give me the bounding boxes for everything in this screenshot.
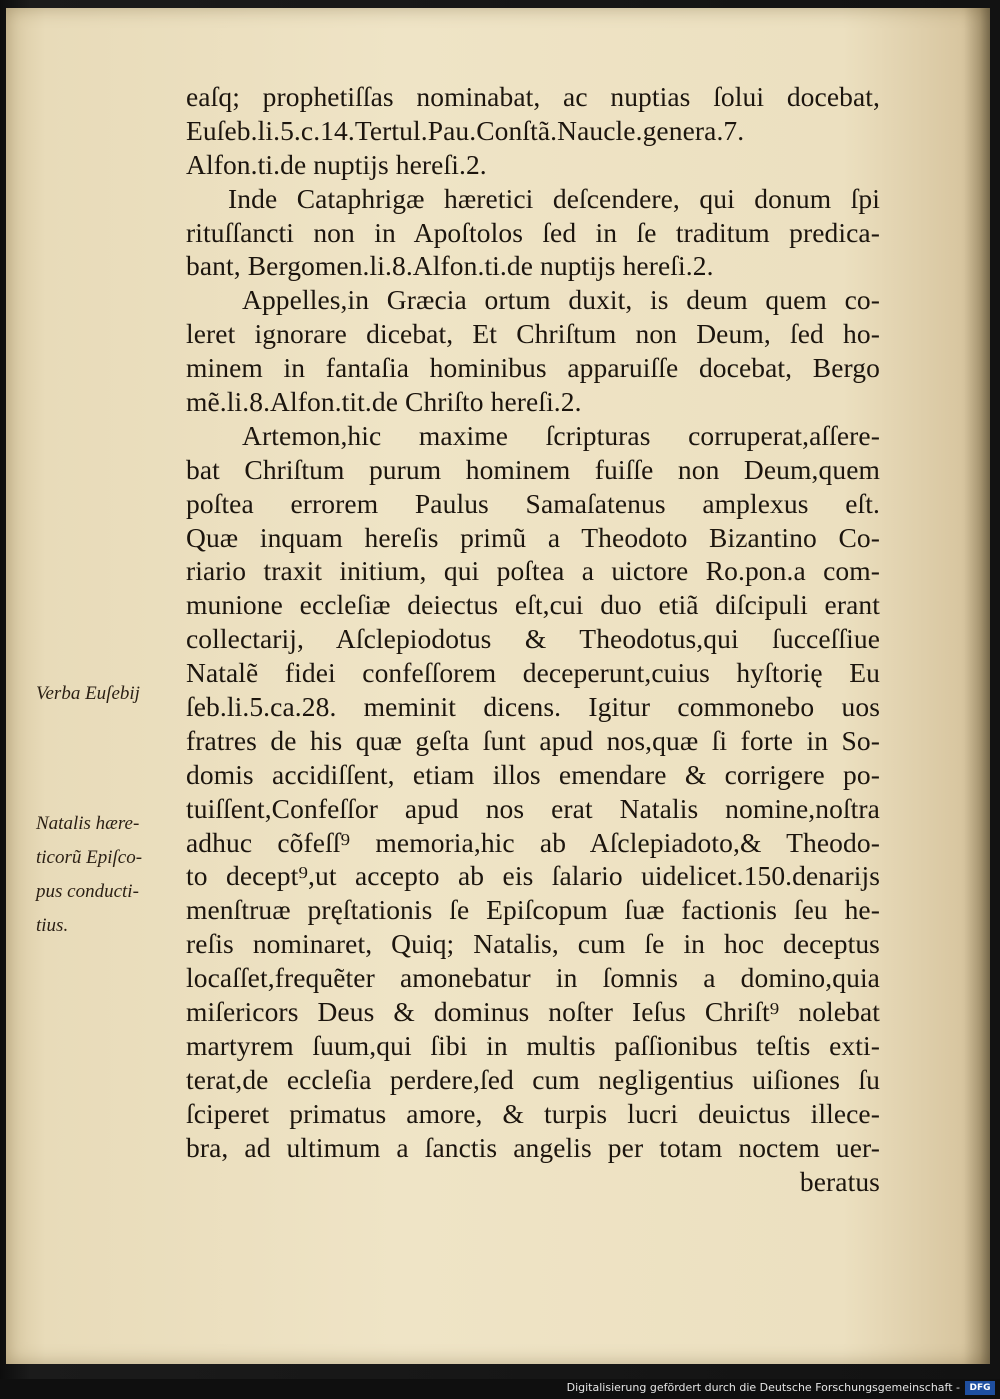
text-line: miſericors Deus & dominus noſter Ieſus Chriſt⁹ nolebat xyxy=(186,996,880,1028)
text-line: collectarij, Aſclepiodotus & Theodotus,qui ſucceſſiue xyxy=(186,623,880,655)
margin-note-line: Verba Euſebij xyxy=(36,683,140,704)
text-line: locaſſet,frequẽter amonebatur in ſomnis a domino,quia xyxy=(186,962,880,994)
text-line: rituſſancti non in Apoſtolos ſed in ſe traditum predica- xyxy=(186,216,880,248)
book-page xyxy=(6,8,990,1364)
text-line: to decept⁹,ut accepto ab eis ſalario uidelicet.150.denarijs xyxy=(186,860,880,892)
margin-note-line: tius. xyxy=(36,915,69,936)
text-line: bra, ad ultimum a ſanctis angelis per totam noctem uer- xyxy=(186,1131,880,1163)
text-line: poſtea errorem Paulus Samaſatenus amplexus eſt. xyxy=(186,487,880,519)
text-line: domis accidiſſent, etiam illos emendare & corrigere po- xyxy=(186,758,880,790)
margin-note-verba-eusebii xyxy=(36,677,186,711)
margin-note-natalis xyxy=(36,807,186,943)
digitization-credit: Digitalisierung gefördert durch die Deutsche Forschungsgemeinschaft - xyxy=(566,1381,960,1394)
text-line: reſis nominaret, Quiq; Natalis, cum ſe in hoc deceptus xyxy=(186,928,880,960)
text-line: terat,de eccleſia perdere,ſed cum negligentius uiſiones ſu xyxy=(186,1063,880,1095)
text-line: Artemon,hic maxime ſcripturas corruperat,aſſere- xyxy=(242,419,880,451)
catchword: beratus xyxy=(799,1165,880,1197)
text-line: eaſq; prophetiſſas nominabat, ac nuptias ſolui docebat, xyxy=(186,81,880,112)
text-line: ſeb.li.5.ca.28. meminit dicens. Igitur commonebo uos xyxy=(186,691,880,723)
text-line: bat Chriſtum purum hominem fuiſſe non Deum,quem xyxy=(186,453,880,485)
text-line: riario traxit initium, qui poſtea a uictore Ro.pon.a com- xyxy=(186,555,880,587)
text-line: Natalẽ fidei confeſſorem deceperunt,cuius hyſtorię Eu xyxy=(186,657,880,689)
text-line: fratres de his quæ geſta ſunt apud nos,quæ ſi forte in So- xyxy=(186,724,880,756)
dfg-logo: DFG xyxy=(965,1381,995,1395)
text-line: leret ignorare dicebat, Et Chriſtum non Deum, ſed ho- xyxy=(186,318,880,350)
text-line: Inde Cataphrigæ hæretici deſcendere, qui donum ſpi xyxy=(228,182,880,214)
text-line: Quæ inquam hereſis primũ a Theodoto Bizantino Co- xyxy=(186,521,880,553)
text-line: Alfon.ti.de nuptijs hereſi.2. xyxy=(186,148,487,180)
main-text-block xyxy=(186,80,880,1198)
text-line: ſciperet primatus amore, & turpis lucri deuictus illece- xyxy=(186,1097,880,1129)
text-line: martyrem ſuum,qui ſibi in multis paſſionibus teſtis exti- xyxy=(186,1029,880,1061)
margin-note-line: ticorũ Epiſco- xyxy=(36,847,143,868)
text-line: mẽ.li.8.Alfon.tit.de Chriſto hereſi.2. xyxy=(186,386,582,418)
text-line: bant, Bergomen.li.8.Alfon.ti.de nuptijs hereſi.2. xyxy=(186,250,714,282)
margin-note-line: pus conducti- xyxy=(36,881,139,902)
text-line: adhuc cõfeſſ⁹ memoria,hic ab Aſclepiadoto,& Theodo- xyxy=(186,826,880,858)
text-line: tuiſſent,Confeſſor apud nos erat Natalis nomine,noſtra xyxy=(186,792,880,824)
text-line: Euſeb.li.5.c.14.Tertul.Pau.Conſtã.Naucle.genera.7. xyxy=(186,114,745,146)
text-line: munione eccleſiæ deiectus eſt,cui duo etiã diſcipuli erant xyxy=(186,589,880,621)
text-line: minem in fantaſia hominibus apparuiſſe docebat, Bergo xyxy=(186,352,880,384)
margin-note-line: Natalis hære- xyxy=(36,813,140,834)
text-line: menſtruæ pręſtationis ſe Epiſcopum ſuæ factionis ſeu he- xyxy=(186,894,880,926)
text-line: Appelles,in Græcia ortum duxit, is deum quem co- xyxy=(242,284,880,316)
